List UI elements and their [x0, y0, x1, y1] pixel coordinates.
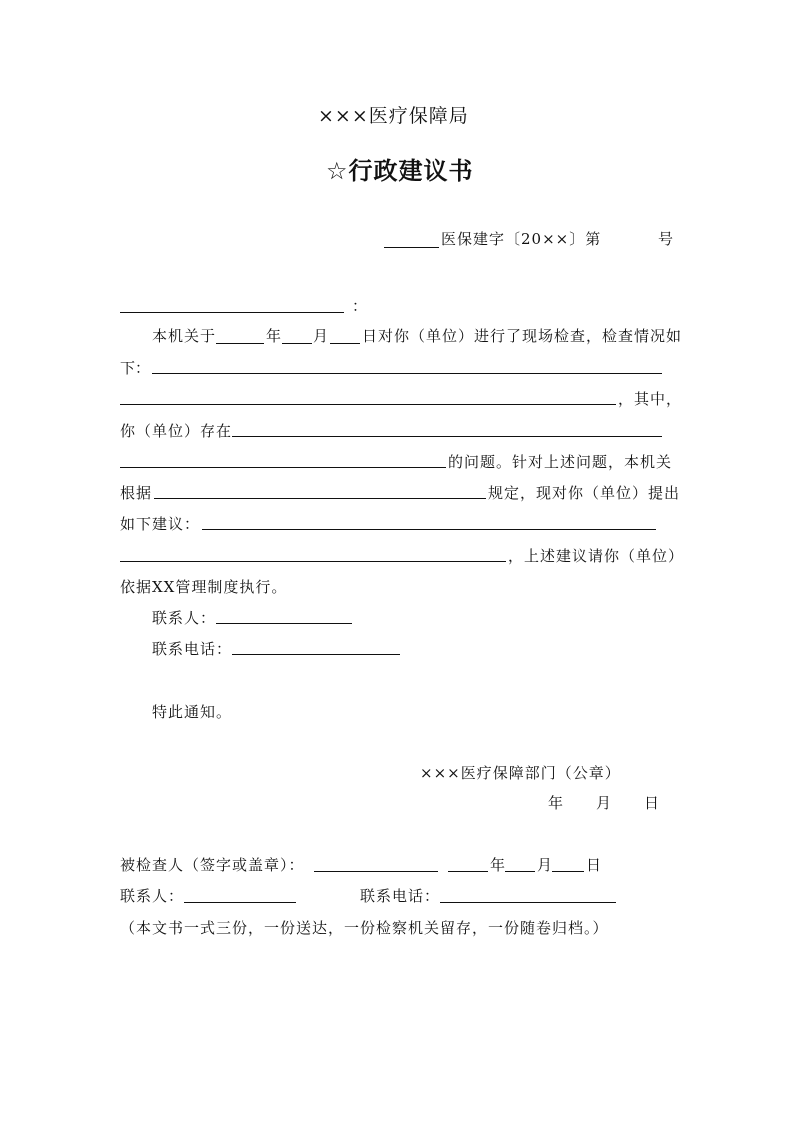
- p1-intro: 本机关于: [152, 327, 217, 345]
- doc-no-text: 医保建字〔20××〕第: [441, 230, 602, 248]
- p2-text: 的问题。针对上述问题，本机关: [448, 453, 673, 471]
- contact-label: 联系人：: [152, 609, 217, 627]
- basis-blank[interactable]: [154, 498, 486, 499]
- suggestion-blank-1[interactable]: [202, 529, 656, 530]
- findings-blank-1[interactable]: [152, 373, 662, 374]
- inspected-year: 年: [490, 856, 506, 874]
- p4-text: ，上述建议请你（单位）: [508, 547, 685, 565]
- inspection-month-blank[interactable]: [282, 343, 312, 344]
- p1-month-label: 月: [313, 327, 329, 345]
- inspected-month: 月: [537, 856, 553, 874]
- inspected-phone-label: 联系电话：: [360, 887, 441, 905]
- doc-no-suffix: 号: [658, 230, 674, 248]
- doc-no-prefix-blank[interactable]: [384, 247, 439, 248]
- inspection-day-blank[interactable]: [330, 343, 360, 344]
- inspection-year-blank[interactable]: [216, 343, 264, 344]
- p1-therein: ，其中，: [618, 390, 683, 408]
- document-title: ☆行政建议书: [326, 157, 474, 185]
- issues-blank-2[interactable]: [120, 467, 446, 468]
- inspected-contact-blank[interactable]: [184, 902, 296, 903]
- contact-blank[interactable]: [216, 623, 352, 624]
- p3-suggest-label: 如下建议：: [120, 515, 201, 533]
- p4-end: 依据XX管理制度执行。: [120, 578, 288, 596]
- addressee-colon: ：: [352, 297, 368, 315]
- copies-footnote: （本文书一式三份，一份送达，一份检察机关留存，一份随卷归档。）: [120, 919, 609, 937]
- p1-findings-label: 下：: [120, 359, 151, 377]
- addressee-blank[interactable]: [120, 312, 344, 313]
- inspected-year-blank[interactable]: [448, 871, 488, 872]
- phone-label: 联系电话：: [152, 640, 233, 658]
- phone-blank[interactable]: [232, 654, 400, 655]
- inspected-day: 日: [586, 856, 602, 874]
- inspected-phone-blank[interactable]: [440, 902, 616, 903]
- inspected-day-blank[interactable]: [552, 871, 584, 872]
- sign-day: 日: [644, 794, 660, 812]
- p1-year-label: 年: [266, 327, 282, 345]
- findings-blank-2[interactable]: [120, 404, 616, 405]
- inspected-month-blank[interactable]: [505, 871, 535, 872]
- suggestion-blank-2[interactable]: [120, 561, 506, 562]
- p1-text: 日对你（单位）进行了现场检查，检查情况如: [362, 327, 683, 345]
- p2-intro: 你（单位）存在: [120, 422, 233, 440]
- inspected-signature-blank[interactable]: [314, 871, 438, 872]
- p3-text: 规定，现对你（单位）提出: [488, 484, 681, 502]
- sign-year: 年: [548, 794, 564, 812]
- inspected-label: 被检查人（签字或盖章）：: [120, 856, 305, 874]
- issuing-authority: ×××医疗保障局: [318, 105, 469, 127]
- issuing-department: ×××医疗保障部门（公章）: [420, 764, 621, 782]
- p3-intro: 根据: [120, 484, 153, 502]
- issues-blank-1[interactable]: [232, 436, 662, 437]
- notice-text: 特此通知。: [152, 703, 233, 721]
- sign-month: 月: [596, 794, 612, 812]
- inspected-contact-label: 联系人：: [120, 887, 185, 905]
